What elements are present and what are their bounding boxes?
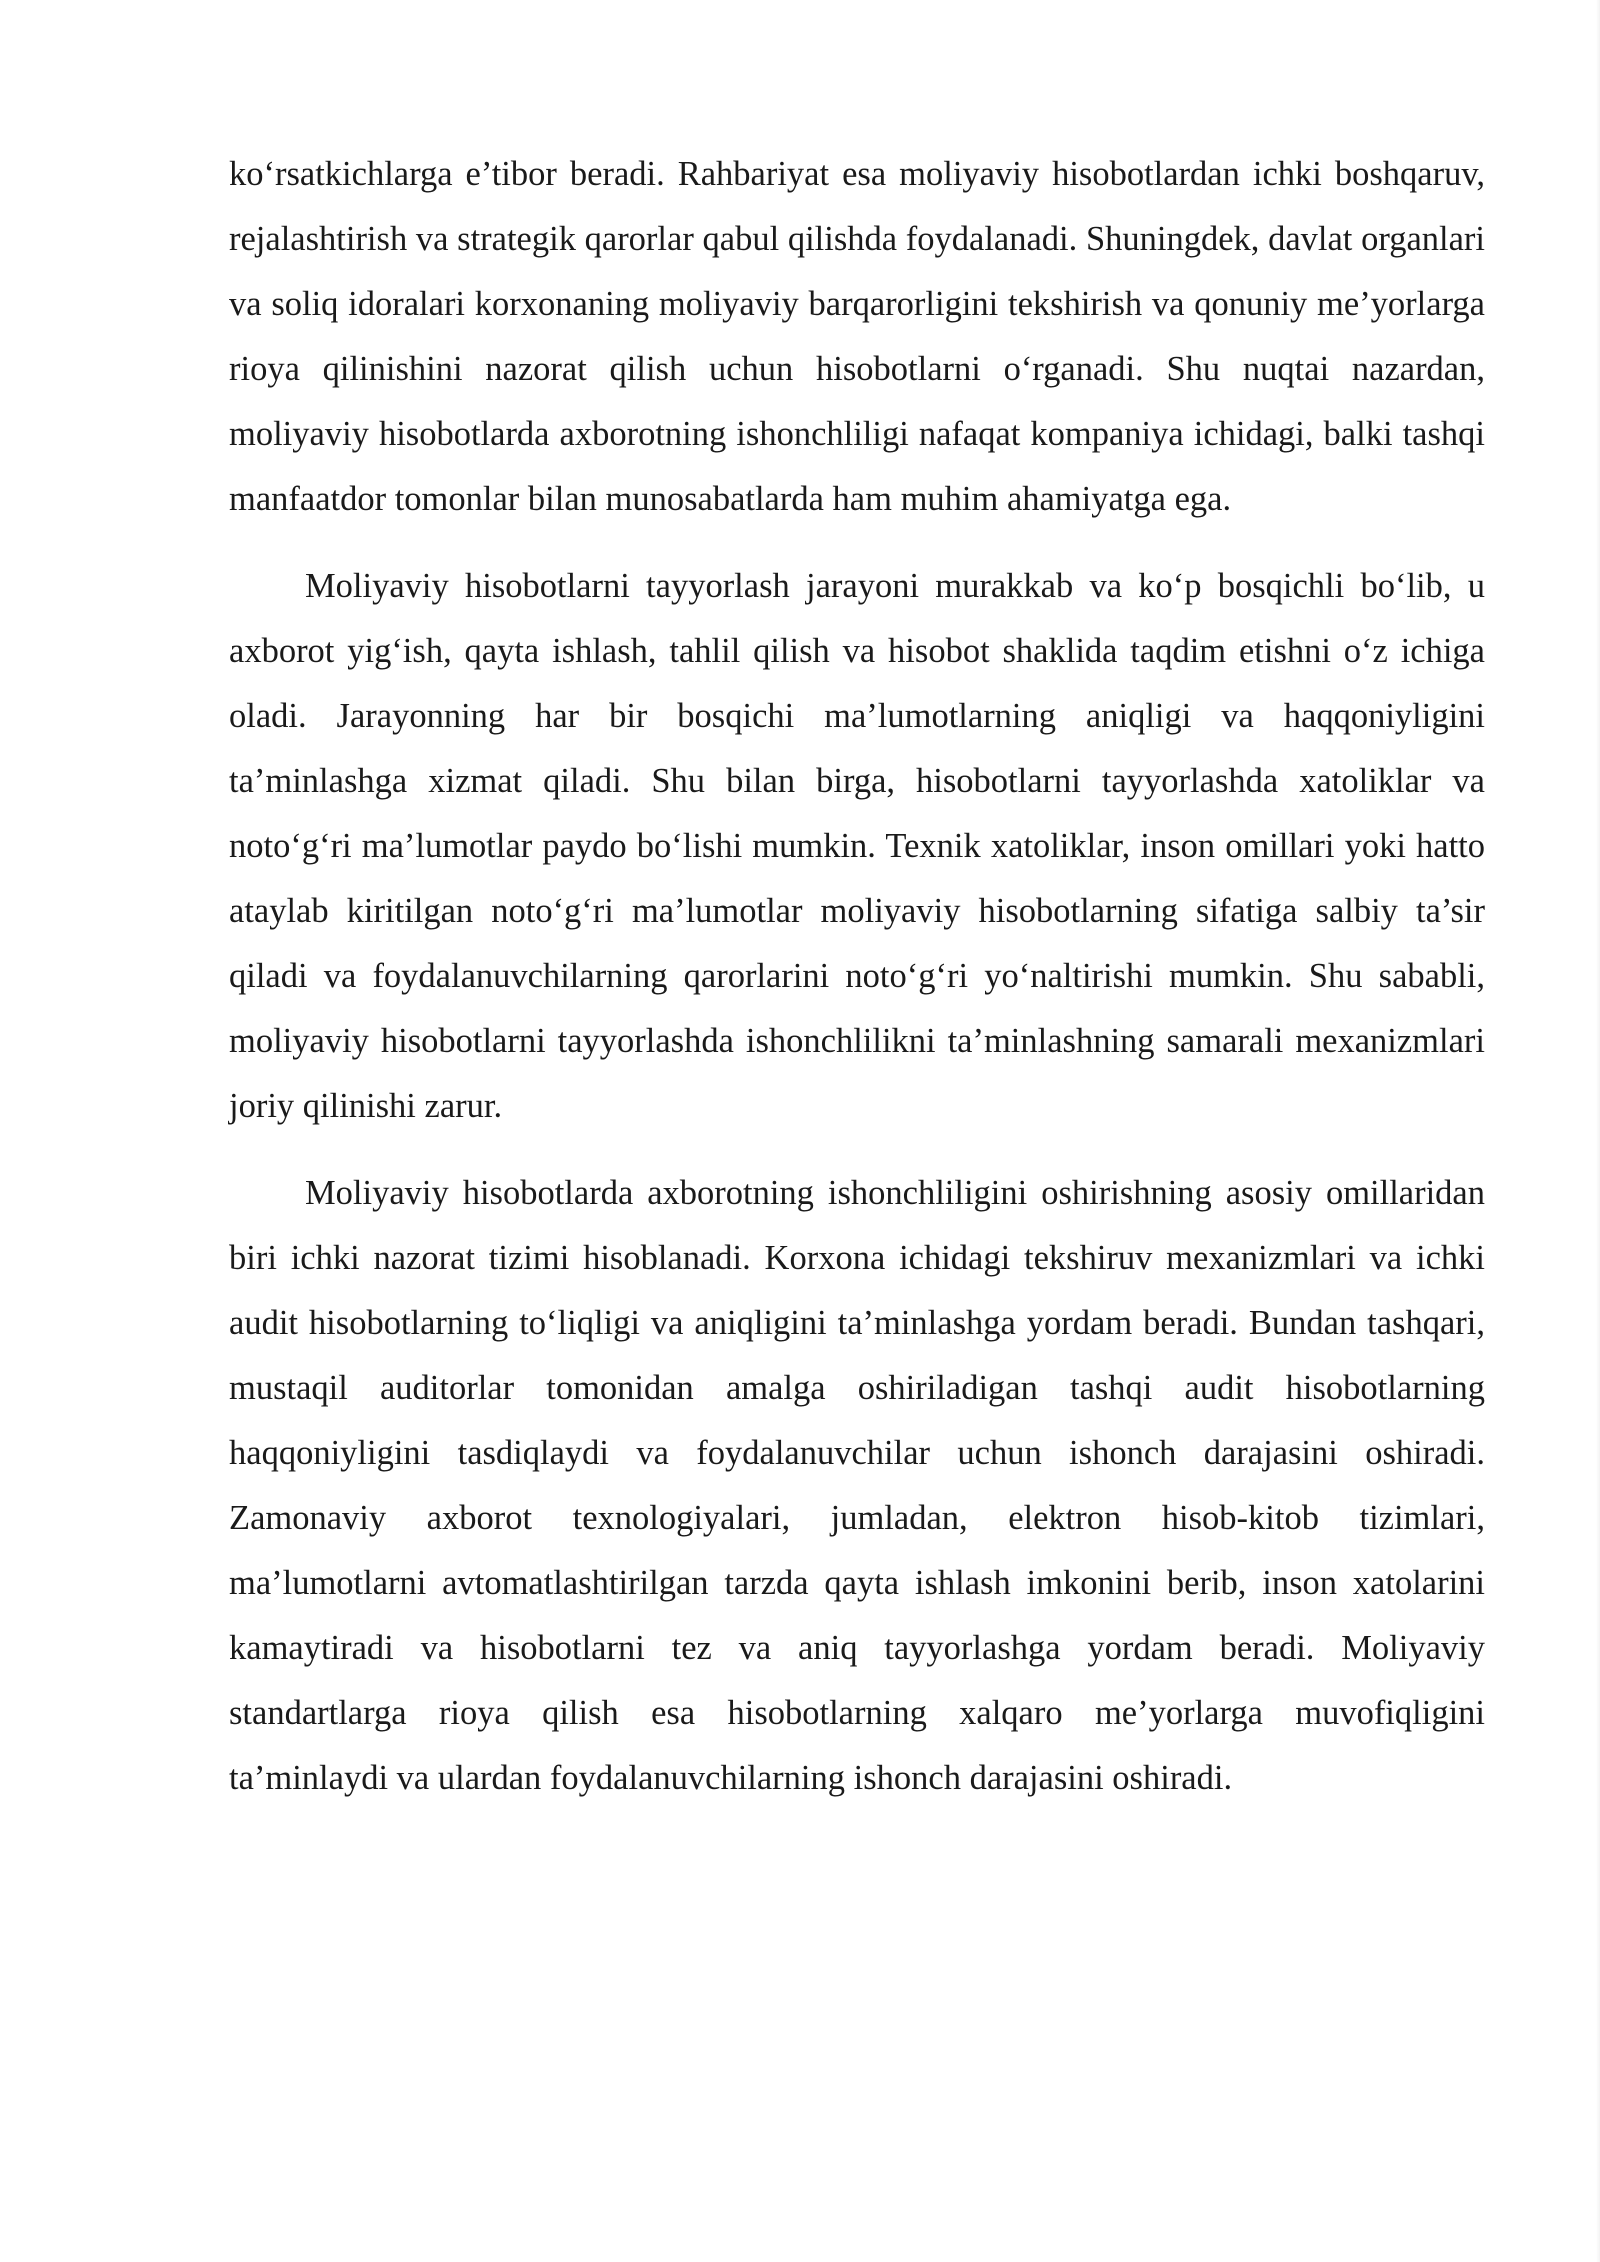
paragraph-continuation: ko‘rsatkichlarga e’tibor beradi. Rahbariyat esa moliyaviy hisobotlardan ichki boshqaruv, rejalashtirish va strategik qarorlar qabul qilishda foydalanadi. Shuningdek, davlat organlari va soliq idoralari korxonaning moliyaviy barqarorligini tekshirish va qonuniy me’yorlarga rioya qilinishini nazorat qilish uchun hisobotlarni o‘rganadi. Shu nuqtai nazardan, moliyaviy hisobotlarda axborotning ishonchliligi nafaqat kompaniya ichidagi, balki tashqi manfaatdor tomonlar bilan munosabatlarda ham muhim ahamiyatga ega. [229,155,1485,518]
document-body [229,142,1485,1811]
paragraph-reliability-factors: Moliyaviy hisobotlarda axborotning ishonchliligini oshirishning asosiy omillaridan biri ichki nazorat tizimi hisoblanadi. Korxona ichidagi tekshiruv mexanizmlari va ichki audit hisobotlarning to‘liqligi va aniqligini ta’minlashga yordam beradi. Bundan tashqari, mustaqil auditorlar tomonidan amalga oshiriladigan tashqi audit hisobotlarning haqqoniyligini tasdiqlaydi va foydalanuvchilar uchun ishonch darajasini oshiradi. Zamonaviy axborot texnologiyalari, jumladan, elektron hisob-kitob tizimlari, ma’lumotlarni avtomatlashtirilgan tarzda qayta ishlash imkonini berib, inson xatolarini kamaytiradi va hisobotlarni tez va aniq tayyorlashga yordam beradi. Moliyaviy standartlarga rioya qilish esa hisobotlarning xalqaro me’yorlarga muvofiqligini ta’minlaydi va ulardan foydalanuvchilarning ishonch darajasini oshiradi. [229,1174,1485,1797]
paragraph-report-preparation: Moliyaviy hisobotlarni tayyorlash jarayoni murakkab va ko‘p bosqichli bo‘lib, u axborot yig‘ish, qayta ishlash, tahlil qilish va hisobot shaklida taqdim etishni o‘z ichiga oladi. Jarayonning har bir bosqichi ma’lumotlarning aniqligi va haqqoniyligini ta’minlashga xizmat qiladi. Shu bilan birga, hisobotlarni tayyorlashda xatoliklar va noto‘g‘ri ma’lumotlar paydo bo‘lishi mumkin. Texnik xatoliklar, inson omillari yoki hatto ataylab kiritilgan noto‘g‘ri ma’lumotlar moliyaviy hisobotlarning sifatiga salbiy ta’sir qiladi va foydalanuvchilarning qarorlarini noto‘g‘ri yo‘naltirishi mumkin. Shu sababli, moliyaviy hisobotlarni tayyorlashda ishonchlilikni ta’minlashning samarali mexanizmlari joriy qilinishi zarur. [229,567,1485,1125]
page-edge-shadow [1596,0,1600,2262]
